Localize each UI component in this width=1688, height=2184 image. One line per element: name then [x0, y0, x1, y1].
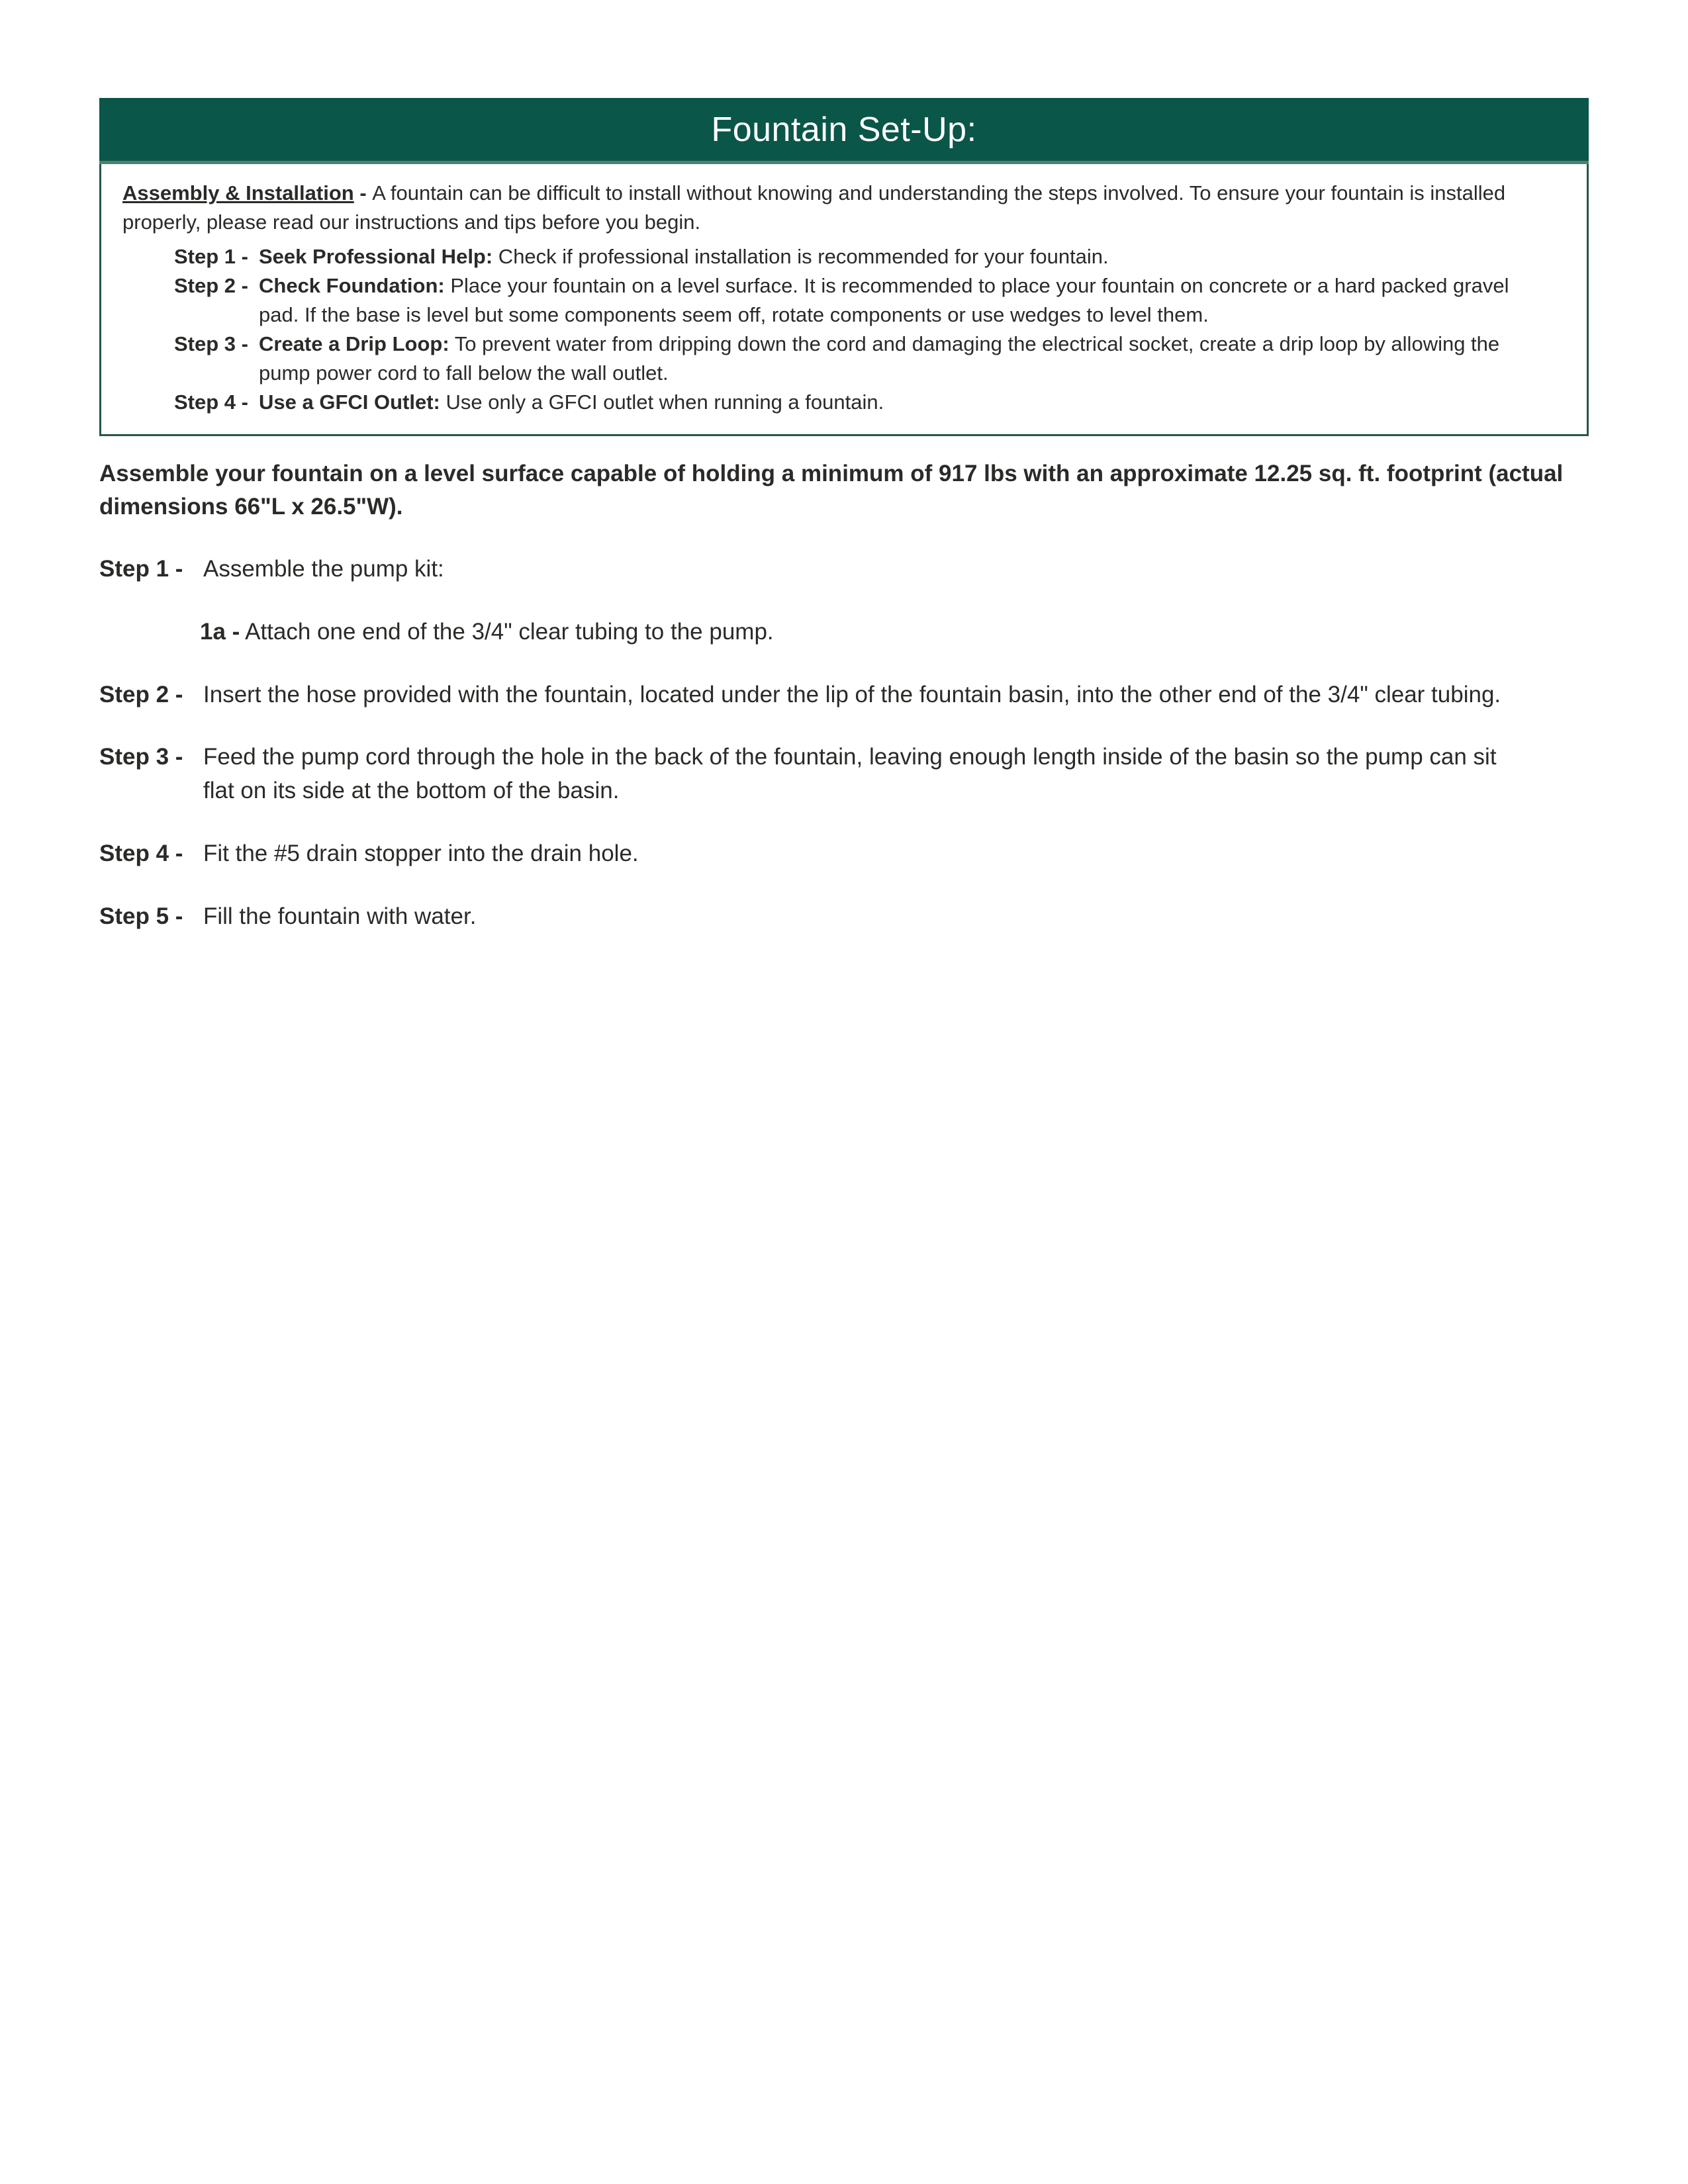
- main-step-1: [99, 553, 1589, 586]
- step-text: Assemble the pump kit:: [203, 556, 444, 582]
- requirements-paragraph: Assemble your fountain on a level surface capable of holding a minimum of 917 lbs with an approximate 12.25 sq. ft. footprint (actual dimensions 66"L x 26.5"W).: [99, 461, 1564, 520]
- intro-dash: -: [353, 181, 373, 205]
- step-body: [259, 330, 1533, 388]
- main-step-4: [99, 837, 1589, 871]
- substep-text: Attach one end of the 3/4" clear tubing to the pump.: [240, 618, 774, 645]
- step-title: Seek Professional Help:: [259, 245, 493, 269]
- box-step-2: [174, 271, 1567, 330]
- step-label: Step 3 -: [174, 332, 248, 356]
- box-step-3: [174, 330, 1567, 388]
- step-label: Step 3 -: [99, 744, 183, 770]
- step-text: Fit the #5 drain stopper into the drain hole.: [203, 840, 639, 866]
- intro-heading: Assembly & Installation: [122, 181, 354, 205]
- step-body: [259, 242, 1109, 271]
- step-body: [259, 271, 1533, 330]
- main-step-3: [99, 741, 1589, 808]
- substep-1a: [99, 615, 1589, 649]
- page-title: Fountain Set-Up:: [711, 110, 977, 149]
- step-label: Step 2 -: [174, 274, 248, 298]
- main-step-5: [99, 900, 1589, 934]
- step-text: To prevent water from dripping down the cord and damaging the electrical socket, create a drip loop by allowing the pump power cord to fall below the wall outlet.: [259, 332, 1500, 385]
- step-text: Insert the hose provided with the fountain, located under the lip of the fountain basin, into the other end of the 3/4" clear tubing.: [203, 681, 1501, 707]
- header-banner: [99, 98, 1589, 164]
- step-text: Place your fountain on a level surface. It is recommended to place your fountain on concrete or a hard packed gravel pad. If the base is level but some components seem off, rotate components or use wedges to level them.: [259, 274, 1509, 327]
- document-page: [99, 98, 1589, 933]
- step-title: Create a Drip Loop:: [259, 332, 449, 356]
- step-label: Step 4 -: [99, 840, 183, 866]
- step-text: Fill the fountain with water.: [203, 903, 477, 929]
- main-step-2: [99, 678, 1589, 712]
- step-text: Feed the pump cord through the hole in the back of the fountain, leaving enough length inside of the basin so the pump can sit flat on its side at the bottom of the basin.: [203, 744, 1497, 804]
- substep-label: 1a -: [200, 618, 240, 645]
- step-body: [259, 388, 884, 417]
- step-label: Step 1 -: [99, 556, 183, 582]
- step-text: Use only a GFCI outlet when running a fountain.: [440, 390, 884, 414]
- step-label: Step 2 -: [99, 681, 183, 707]
- intro-text: A fountain can be difficult to install without knowing and understanding the steps involved. To ensure your fountain is installed properly, please read our instructions and tips before you begin.: [122, 181, 1506, 234]
- step-title: Check Foundation:: [259, 274, 445, 298]
- intro-paragraph: [122, 179, 1567, 237]
- step-label: Step 4 -: [174, 390, 248, 414]
- step-title: Use a GFCI Outlet:: [259, 390, 440, 414]
- box-step-4: [174, 388, 1567, 417]
- assembly-installation-box: [99, 164, 1589, 436]
- info-box-steps: [174, 242, 1567, 417]
- step-label: Step 5 -: [99, 903, 183, 929]
- step-label: Step 1 -: [174, 245, 248, 269]
- step-text: Check if professional installation is recommended for your fountain.: [492, 245, 1109, 269]
- box-step-1: [174, 242, 1567, 271]
